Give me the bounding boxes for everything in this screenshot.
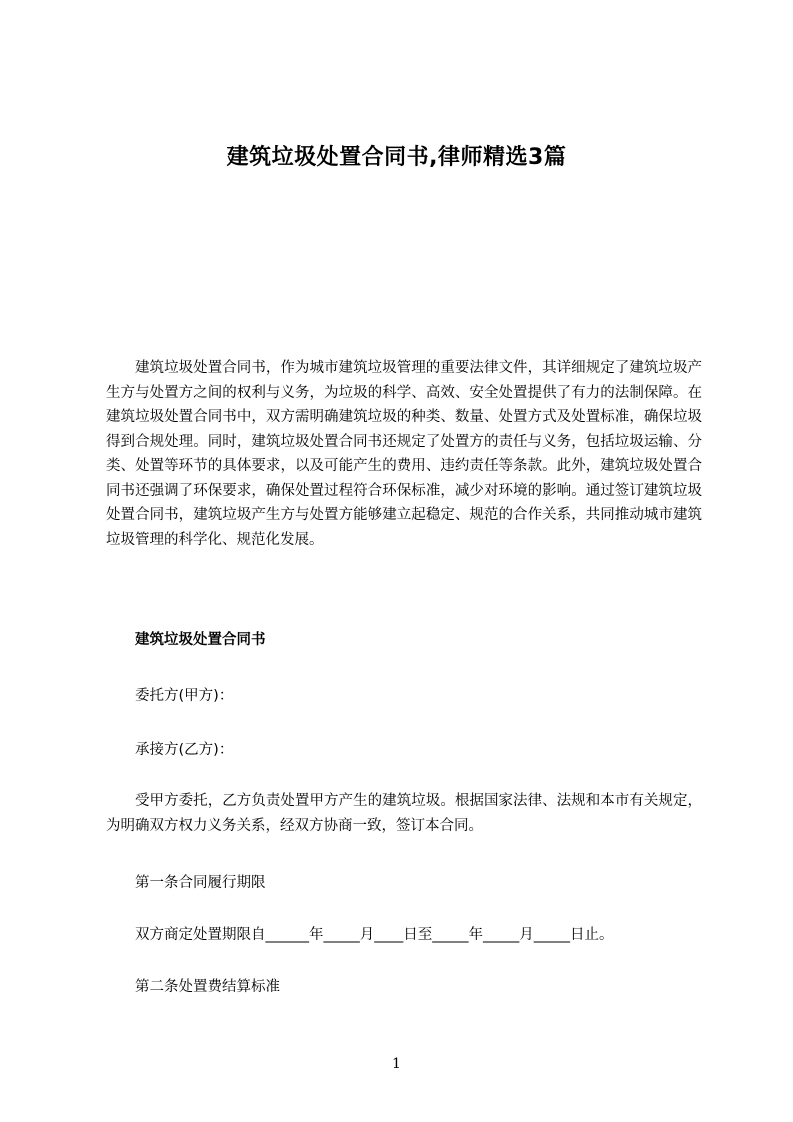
article-1-body: 双方商定处置期限自______年_____月____日至_____年_____月_____日止。 <box>135 927 614 943</box>
party-b-label: 承接方(乙方)： <box>135 742 234 758</box>
party-a-label: 委托方(甲方)： <box>135 688 234 704</box>
page-title: 建筑垃圾处置合同书,律师精选3篇 <box>226 145 567 170</box>
page-number: 1 <box>392 1056 401 1072</box>
intro-paragraph: 建筑垃圾处置合同书，作为城市建筑垃圾管理的重要法律文件，其详细规定了建筑垃圾产生方与处置方之间的权利与义务，为垃圾的科学、高效、安全处置提供了有力的法制保障。在建筑垃圾处置合同书中，双方需明确建筑垃圾的种类、数量、处置方式及处置标准，确保垃圾得到合规处理。同时，建筑垃圾处置合同书还规定了处置方的责任与义务，包括垃圾运输、分类、处置等环节的具体要求，以及可能产生的费用、违约责任等条款。此外，建筑垃圾处置合同书还强调了环保要求，确保处置过程符合环保标准，减少对环境的影响。通过签订建筑垃圾处置合同书，建筑垃圾产生方与处置方能够建立起稳定、规范的合作关系，共同推动城市建筑垃圾管理的科学化、规范化发展。 <box>106 360 702 548</box>
preamble-paragraph: 受甲方委托，乙方负责处置甲方产生的建筑垃圾。根据国家法律、法规和本市有关规定，为明确双方权力义务关系，经双方协商一致，签订本合同。 <box>106 793 702 834</box>
section-heading: 建筑垃圾处置合同书 <box>135 632 266 648</box>
article-1-title: 第一条合同履行期限 <box>135 875 266 891</box>
article-2-title: 第二条处置费结算标准 <box>135 979 280 995</box>
